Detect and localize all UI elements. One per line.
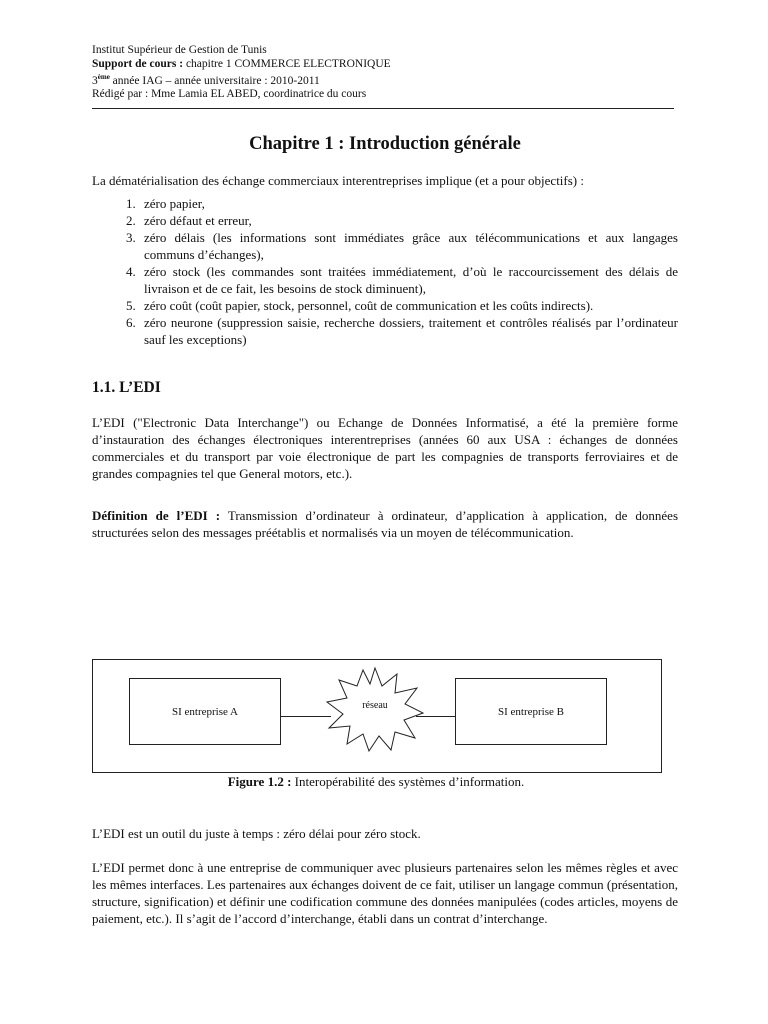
year-rest: année IAG – année universitaire : 2010-2011	[112, 74, 320, 87]
list-number: 6.	[126, 314, 136, 330]
year-superscript: ème	[97, 73, 110, 81]
si-entreprise-a-box: SI entreprise A	[129, 678, 281, 745]
header-divider	[92, 108, 674, 109]
course-support-line	[92, 58, 678, 72]
definition-paragraph	[92, 507, 678, 541]
partners-paragraph: L’EDI permet donc à une entreprise de communiquer avec plusieurs partenaires selon les mêmes règles et avec les mêmes interfaces. Les partenaires aux échanges doivent de ce fait, utiliser un langage commun (présentation, structure, signification) et définir une codification commune des données manipulées (codes articles, moyens de paiement, etc.). Il s’agit de l’accord d’interchange, établi dans un contrat d’interchange.	[92, 860, 678, 926]
list-item	[92, 314, 678, 348]
edi-paragraph: L’EDI ("Electronic Data Interchange") ou Echange de Données Informatisé, a été la première forme d’instauration des échanges électroniques interentreprises (années 60 aux USA : échanges de données commerciales et du transport par voie électronique de part les compagnies de transports ferroviaires et de grandes compagnies tel que General motors, etc.).	[92, 414, 678, 481]
objectives-list	[92, 195, 678, 348]
author-line: Rédigé par : Mme Lamia EL ABED, coordinatrice du cours	[92, 88, 367, 101]
list-number: 1.	[126, 195, 136, 211]
list-text: zéro défaut et erreur,	[144, 212, 252, 228]
si-entreprise-b-box: SI entreprise B	[455, 678, 607, 745]
list-text: zéro coût (coût papier, stock, personnel, coût de communication et les coûts indirects).	[144, 297, 594, 313]
document-page	[92, 44, 679, 926]
list-item	[92, 297, 678, 314]
list-text: zéro stock (les commandes sont traitées immédiatement, d’où le raccourcissement des délais de livraison et de ce fait, les besoins de stock diminuent),	[144, 263, 678, 296]
course-support-value: chapitre 1 COMMERCE ELECTRONIQUE	[185, 57, 391, 70]
network-label: réseau	[362, 700, 388, 711]
list-item	[92, 212, 678, 229]
list-text: zéro délais (les informations sont immédiates grâce aux télécommunications et aux langages communs d’échanges),	[144, 229, 678, 262]
list-number: 3.	[126, 229, 136, 245]
course-support-label: Support de cours :	[92, 57, 184, 70]
closing-section	[92, 825, 678, 927]
definition-label: Définition de l’EDI :	[92, 507, 221, 523]
connector-line-b	[416, 716, 455, 717]
connector-line-a	[281, 716, 331, 717]
institution-line: Institut Supérieur de Gestion de Tunis	[92, 44, 267, 56]
list-item	[92, 263, 678, 297]
caption-label: Figure 1.2 :	[227, 774, 292, 789]
list-item	[92, 195, 678, 212]
year-number: 3	[92, 74, 98, 87]
list-text: zéro papier,	[144, 195, 205, 211]
chapter-title: Chapitre 1 : Introduction générale	[249, 133, 521, 154]
year-line	[92, 71, 678, 88]
caption-text: Interopérabilité des systèmes d’information.	[294, 774, 525, 789]
figure-caption	[92, 773, 660, 790]
jit-paragraph: L’EDI est un outil du juste à temps : zéro délai pour zéro stock.	[92, 826, 421, 841]
intro-paragraph: La dématérialisation des échange commerciaux interentreprises implique (et a pour objectifs) :	[92, 172, 585, 188]
document-header	[92, 44, 678, 102]
list-number: 4.	[126, 263, 136, 279]
interoperability-figure	[92, 659, 662, 773]
list-text: zéro neurone (suppression saisie, recherche dossiers, traitement et contrôles réalisés par l’ordinateur sauf les exceptions)	[144, 314, 678, 347]
list-number: 2.	[126, 212, 136, 228]
list-number: 5.	[126, 297, 136, 313]
section-title: 1.1. L’EDI	[92, 378, 161, 396]
definition-text: Transmission d’ordinateur à ordinateur, d’application à application, de données structurées selon des messages préétablis et normalisés via un moyen de télécommunication.	[92, 507, 679, 540]
list-item	[92, 229, 678, 263]
